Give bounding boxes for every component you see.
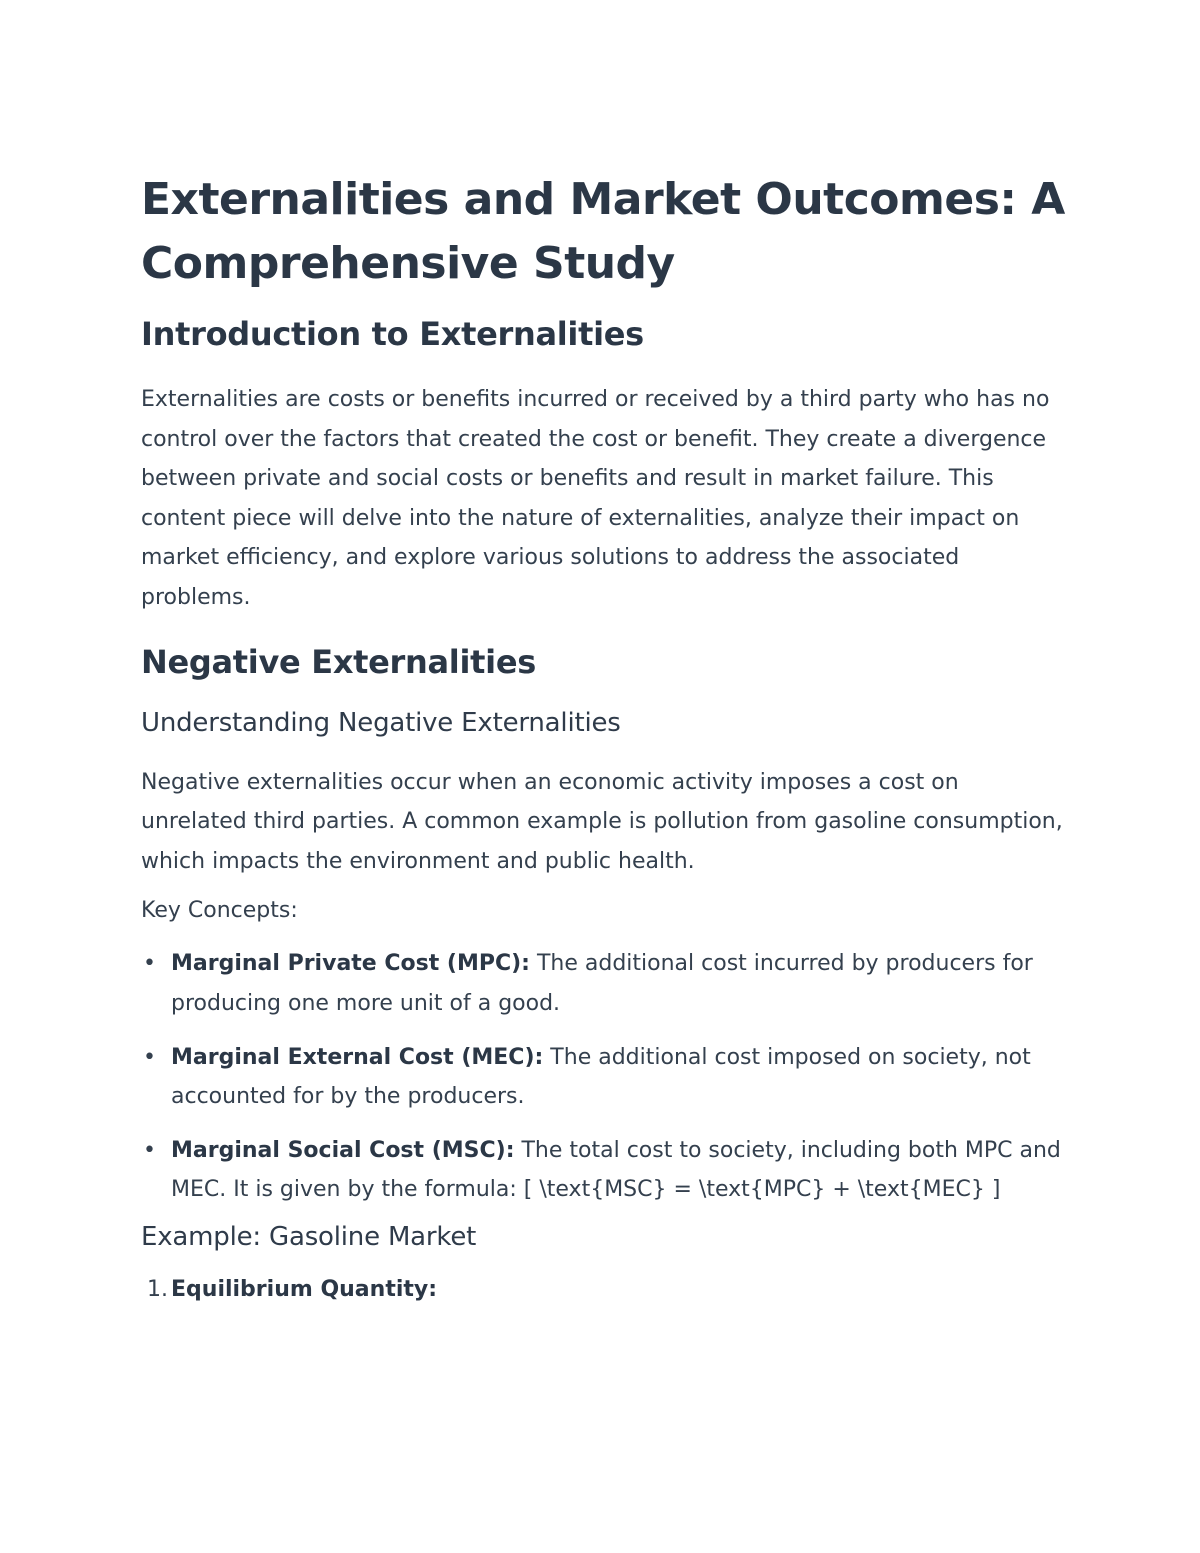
understanding-negative-paragraph: Negative externalities occur when an economic activity imposes a cost on unrelated third parties. A common example is pollution from gasoline consumption, which impacts the environment and public health. bbox=[141, 769, 1063, 874]
concept-term: Marginal Social Cost (MSC): bbox=[171, 1137, 515, 1163]
key-concepts-list bbox=[141, 944, 1071, 1210]
example-steps-list bbox=[141, 1274, 1071, 1306]
example-heading: Example: Gasoline Market bbox=[141, 1221, 477, 1252]
bullet-icon: • bbox=[143, 1044, 156, 1070]
document-page bbox=[141, 168, 1071, 1306]
bullet-icon: • bbox=[143, 1137, 156, 1163]
document-title: Externalities and Market Outcomes: A Comprehensive Study bbox=[141, 174, 1065, 289]
concept-term: Marginal External Cost (MEC): bbox=[171, 1044, 544, 1070]
step-number: 1. bbox=[147, 1276, 168, 1302]
concept-term: Marginal Private Cost (MPC): bbox=[171, 951, 530, 977]
intro-paragraph: Externalities are costs or benefits incurred or received by a third party who has no control over the factors that created the cost or benefit. They create a divergence between private and social costs or benefits and result in market failure. This content piece will delve into the nature of externalities, analyze their impact on market efficiency, and explore various solutions to address the associated problems. bbox=[141, 387, 1050, 610]
concept-definition: The total cost to society, including both MPC and MEC. It is given by the formula: [ \text{MSC} = \text{MPC} + \text{MEC} ] bbox=[171, 1137, 1061, 1203]
list-item bbox=[141, 1274, 1071, 1306]
step-term: Equilibrium Quantity: bbox=[171, 1276, 438, 1302]
understanding-negative-heading: Understanding Negative Externalities bbox=[141, 707, 621, 738]
list-item bbox=[141, 944, 1071, 1023]
intro-heading: Introduction to Externalities bbox=[141, 315, 644, 353]
key-concepts-label: Key Concepts: bbox=[141, 898, 298, 924]
list-item bbox=[141, 1038, 1071, 1117]
concept-definition: The additional cost incurred by producers for producing one more unit of a good. bbox=[171, 951, 1033, 1016]
negative-externalities-heading: Negative Externalities bbox=[141, 642, 536, 681]
bullet-icon: • bbox=[143, 951, 156, 977]
list-item bbox=[141, 1131, 1071, 1210]
concept-definition: The additional cost imposed on society, not accounted for by the producers. bbox=[171, 1044, 1031, 1110]
